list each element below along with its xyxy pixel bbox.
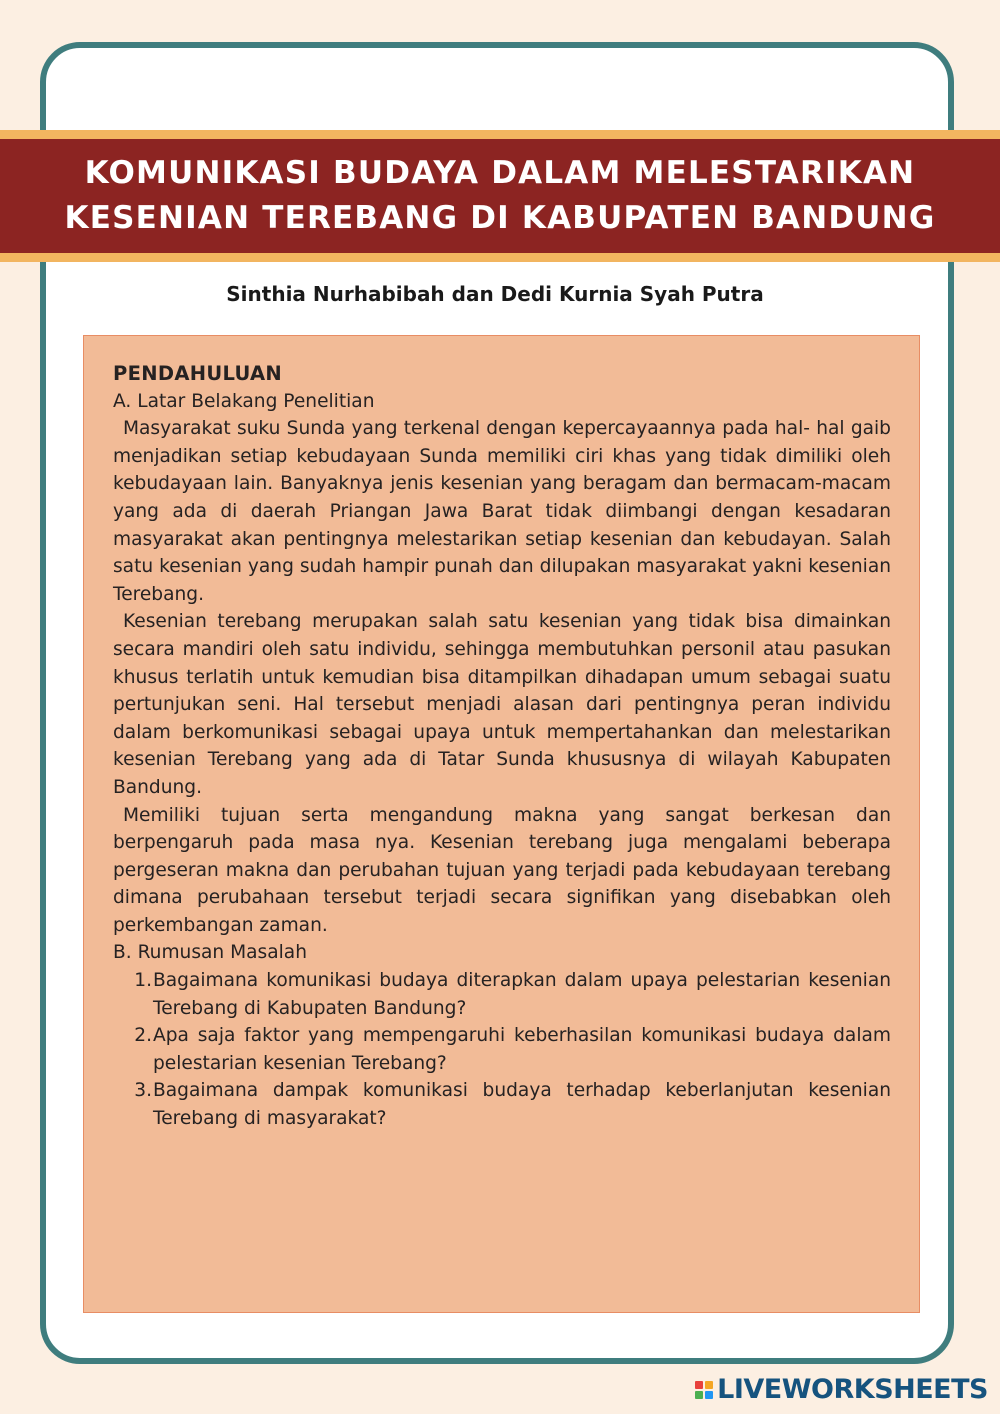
logo-square bbox=[705, 1391, 713, 1399]
title-banner bbox=[0, 130, 1000, 262]
paragraph: Masyarakat suku Sunda yang terkenal dengan kepercayaannya pada hal- hal gaib menjadikan setiap kebudayaan Sunda memiliki ciri khas yang tidak dimiliki oleh kebudayaan lain. Banyaknya jenis kesenian yang beragam dan bermacam-macam yang ada di daerah Priangan Jawa Barat tidak diimbangi dengan kesadaran masyarakat akan pentingnya melestarikan setiap kesenian dan kebudayan. Salah satu kesenian yang sudah hampir punah dan dilupakan masyarakat yakni kesenian Terebang. bbox=[113, 418, 891, 605]
title-line-1: KOMUNIKASI BUDAYA DALAM MELESTARIKAN bbox=[84, 155, 916, 191]
question-item bbox=[113, 1022, 891, 1077]
authors: Sinthia Nurhabibah dan Dedi Kurnia Syah Putra bbox=[226, 282, 764, 306]
liveworksheets-logo-icon bbox=[695, 1381, 713, 1399]
liveworksheets-watermark bbox=[695, 1374, 988, 1405]
paragraph: Kesenian terebang merupakan salah satu kesenian yang tidak bisa dimainkan secara mandiri oleh satu individu, sehingga membutuhkan personil atau pasukan khusus terlatih untuk kemudian bisa ditampilkan dihadapan umum sebagai suatu pertunjukan seni. Hal tersebut menjadi alasan dari pentingnya peran individu dalam berkomunikasi sebagai upaya untuk mempertahankan dan melestarikan kesenian Terebang yang ada di Tatar Sunda khususnya di wilayah Kabupaten Bandung. bbox=[113, 611, 891, 798]
subsection-a-title: A. Latar Belakang Penelitian bbox=[113, 390, 375, 412]
question-text: Apa saja faktor yang mempengaruhi keberhasilan komunikasi budaya dalam pelestarian kesenian Terebang? bbox=[153, 1025, 891, 1074]
question-text: Bagaimana komunikasi budaya diterapkan dalam upaya pelestarian kesenian Terebang di Kabupaten Bandung? bbox=[153, 970, 891, 1019]
logo-square bbox=[695, 1381, 703, 1389]
question-number: 3. bbox=[134, 1080, 152, 1102]
section-heading: PENDAHULUAN bbox=[113, 362, 283, 385]
logo-square bbox=[695, 1391, 703, 1399]
watermark-text: LIVEWORKSHEETS bbox=[717, 1374, 988, 1405]
question-text: Bagaimana dampak komunikasi budaya terhadap keberlanjutan kesenian Terebang di masyarakat? bbox=[153, 1080, 891, 1130]
subsection-b-title: B. Rumusan Masalah bbox=[113, 942, 307, 964]
logo-square bbox=[705, 1381, 713, 1389]
title-line-2: KESENIAN TEREBANG DI KABUPATEN BANDUNG bbox=[64, 200, 936, 236]
question-item bbox=[113, 1077, 891, 1132]
paragraph: Memiliki tujuan serta mengandung makna yang sangat berkesan dan berpengaruh pada masa nya. Kesenian terebang juga mengalami beberapa pergeseran makna dan perubahan tujuan yang terjadi pada kebudayaan terebang dimana perubahaan tersebut terjadi secara signifikan yang disebabkan oleh perkembangan zaman. bbox=[113, 804, 891, 936]
question-number: 1. bbox=[134, 970, 152, 992]
question-list bbox=[113, 967, 891, 1133]
content-box bbox=[83, 335, 920, 1313]
question-number: 2. bbox=[134, 1025, 152, 1047]
question-item bbox=[113, 967, 891, 1022]
